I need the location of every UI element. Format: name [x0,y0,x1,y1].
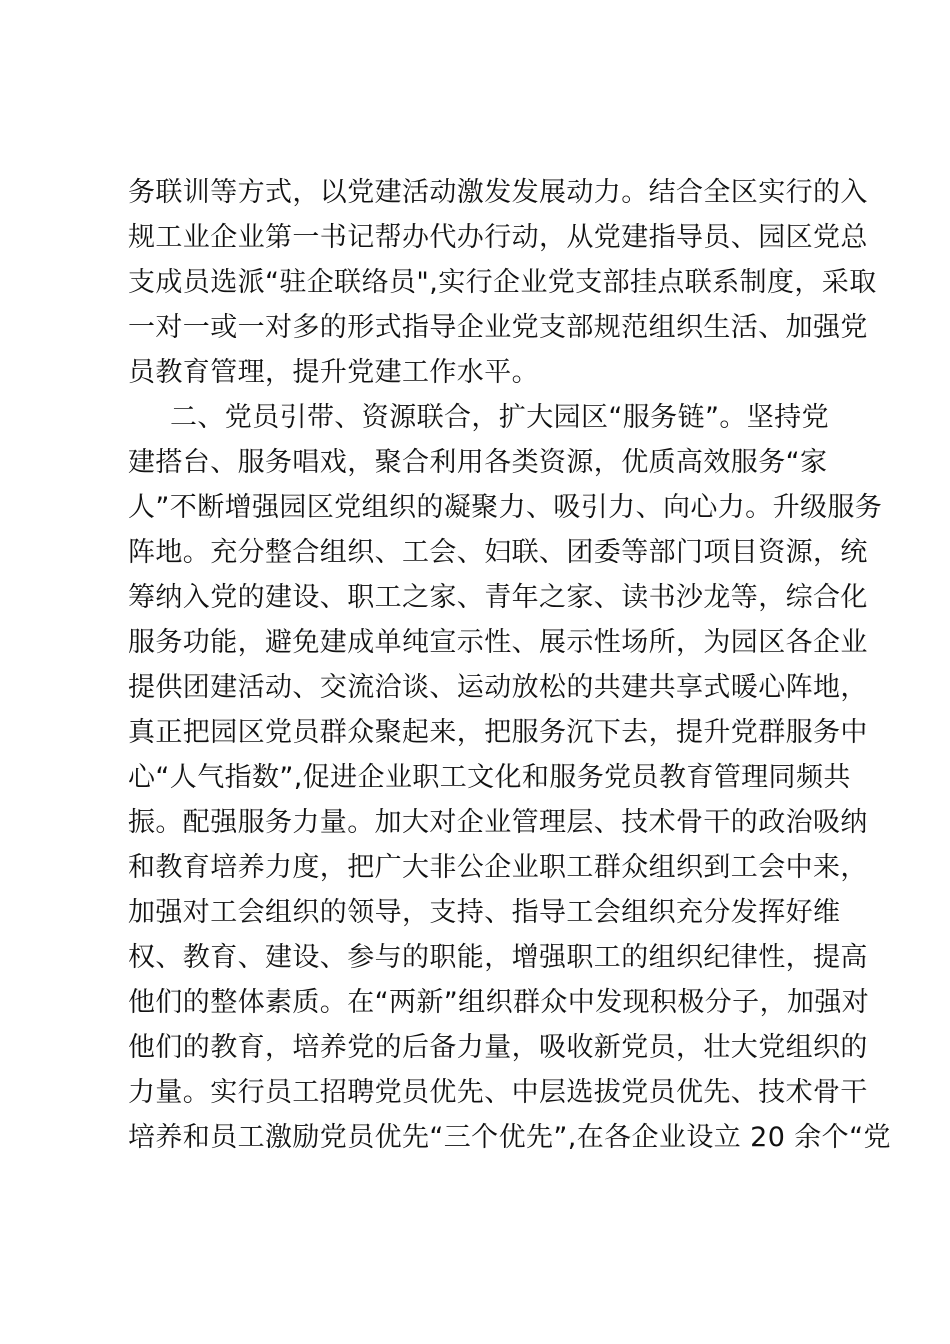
text-line: 力量。实行员工招聘党员优先、中层选拔党员优先、技术骨干 [128,1077,868,1108]
text-line: 一对一或一对多的形式指导企业党支部规范组织生活、加强党 [128,312,868,343]
text-line: 真正把园区党员群众聚起来，把服务沉下去，提升党群服务中 [128,717,868,748]
text-line: 培养和员工激励党员优先“三个优先”,在各企业设立 20 余个“党 [128,1122,891,1153]
text-line: 人”不断增强园区党组织的凝聚力、吸引力、向心力。升级服务 [128,492,883,523]
text-line: 阵地。充分整合组织、工会、妇联、团委等部门项目资源，统 [128,537,868,568]
text-line: 规工业企业第一书记帮办代办行动，从党建指导员、园区党总 [128,222,868,253]
text-line: 和教育培养力度，把广大非公企业职工群众组织到工会中来， [128,852,868,883]
text-line: 加强对工会组织的领导，支持、指导工会组织充分发挥好维 [128,897,841,928]
text-line: 服务功能，避免建成单纯宣示性、展示性场所，为园区各企业 [128,627,868,658]
text-line: 筹纳入党的建设、职工之家、青年之家、读书沙龙等，综合化 [128,582,868,613]
text-line: 振。配强服务力量。加大对企业管理层、技术骨干的政治吸纳 [128,807,868,838]
text-line: 支成员选派“驻企联络员",实行企业党支部挂点联系制度，采取 [128,267,877,298]
text-line: 务联训等方式，以党建活动激发发展动力。结合全区实行的入 [128,177,868,208]
text-line: 他们的整体素质。在“两新”组织群众中发现积极分子，加强对 [128,987,870,1018]
text-line: 员教育管理，提升党建工作水平。 [128,357,539,388]
text-line: 他们的教育，培养党的后备力量，吸收新党员，壮大党组织的 [128,1032,868,1063]
section-heading-line: 二、党员引带、资源联合，扩大园区“服务链”。坚持党 [170,402,829,433]
text-line: 提供团建活动、交流洽谈、运动放松的共建共享式暖心阵地， [128,672,868,703]
body-text [128,170,891,1160]
text-line: 心“人气指数”,促进企业职工文化和服务党员教育管理同频共 [128,762,851,793]
text-line: 建搭台、服务唱戏，聚合利用各类资源，优质高效服务“家 [128,447,828,478]
text-line: 权、教育、建设、参与的职能，增强职工的组织纪律性，提高 [128,942,868,973]
